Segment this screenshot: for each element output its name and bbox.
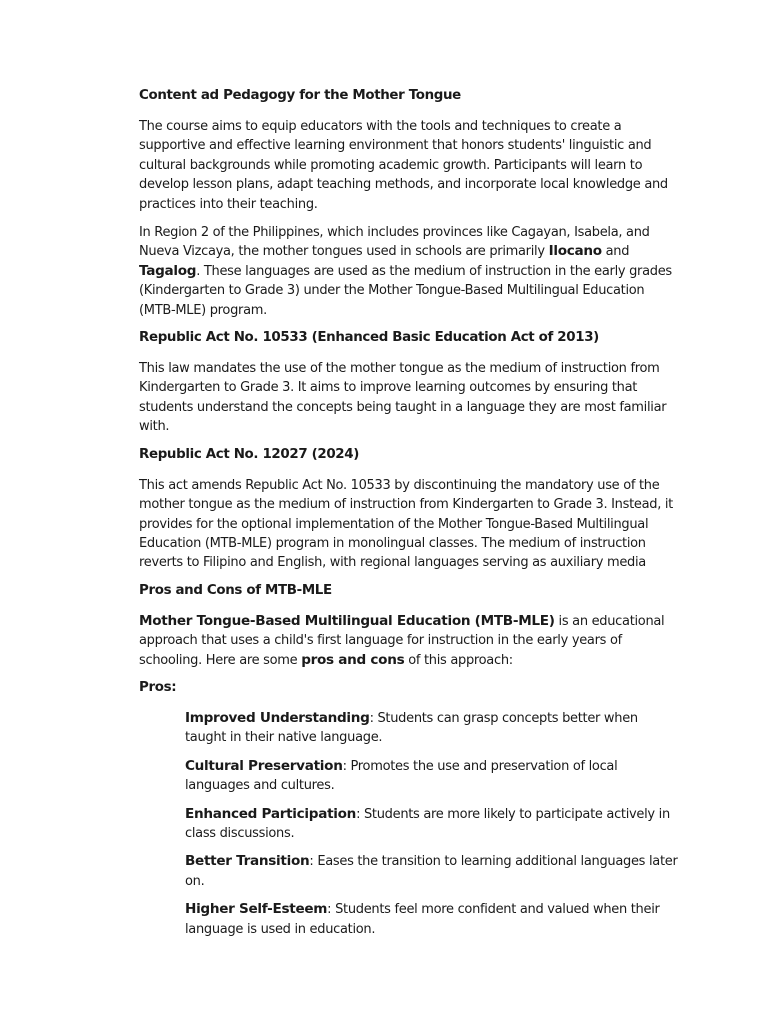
pro-desc: : Promotes the use and preservation of local languages and cultures. [185,758,618,794]
list-item [185,757,679,796]
intro-p2-text-c: and [601,244,630,260]
pro-desc: : Students are more likely to participate actively in class discussions. [185,806,670,841]
list-item [185,709,679,748]
list-item [185,852,679,891]
ra12027-paragraph: This act amends Republic Act No. 10533 by discontinuing the mandatory use of the mother tongue as the medium of instruction from Kindergarten to Grade 3. Instead, it provides for the optional implementation of the Mother Tongue-Based Multilingual Education (MTB-MLE) program in monolingual classes. The medium of instruction reverts to Filipino and English, with regional languages serving as auxiliary media [139,477,673,571]
intro-paragraph-2 [139,223,679,320]
list-item [185,900,679,939]
pro-desc: : Students can grasp concepts better when taught in their native language. [185,710,638,746]
mtb-mle-term: Mother Tongue-Based Multilingual Education (MTB-MLE) [139,612,555,629]
proscons-intro-text-a: is an educational approach that uses a child's first language for instruction in the early years of schooling. Here are some [139,613,665,668]
pro-term: Enhanced Participation [185,805,357,822]
pro-desc: : Eases the transition to learning additional languages later on. [185,854,678,889]
tagalog-term: Tagalog [139,262,197,279]
ra10533-heading: Republic Act No. 10533 (Enhanced Basic Education Act of 2013) [139,330,599,346]
pro-desc: : Students feel more confident and valued when their language is used in education. [185,902,660,937]
ilocano-term: Ilocano [548,243,602,260]
proscons-intro-text-c: of this approach: [404,652,513,668]
list-item [185,805,679,844]
pro-term: Higher Self-Esteem [185,901,328,918]
intro-p2-text-a: In Region 2 of the Philippines, which includes provinces like Cagayan, Isabela, and Nueva Vizcaya, the mother tongues used in schools are primarily [139,225,650,260]
proscons-heading: Pros and Cons of MTB-MLE [139,582,332,598]
document-page [139,87,679,948]
pros-list [185,709,679,939]
ra12027-heading: Republic Act No. 12027 (2024) [139,446,360,462]
pro-term: Improved Understanding [185,709,370,726]
pros-label: Pros: [139,679,177,695]
pros-and-cons-term: pros and cons [301,651,405,668]
intro-paragraph-1: The course aims to equip educators with the tools and techniques to create a supportive and effective learning environment that honors students' linguistic and cultural backgrounds while promoting academic growth. Participants will learn to develop lesson plans, adapt teaching methods, and incorporate local knowledge and practices into their teaching. [139,119,668,212]
pro-term: Better Transition [185,853,310,870]
intro-p2-text-d: . These languages are used as the medium of instruction in the early grades (Kindergarten to Grade 3) under the Mother Tongue-Based Multilingual Education (MTB-MLE) program. [139,263,672,318]
proscons-intro [139,612,679,670]
ra10533-paragraph: This law mandates the use of the mother tongue as the medium of instruction from Kindergarten to Grade 3. It aims to improve learning outcomes by ensuring that students understand the concepts being taught in a language they are most familiar with. [139,361,667,435]
pro-term: Cultural Preservation [185,757,343,774]
document-title: Content ad Pedagogy for the Mother Tongue [139,88,461,103]
